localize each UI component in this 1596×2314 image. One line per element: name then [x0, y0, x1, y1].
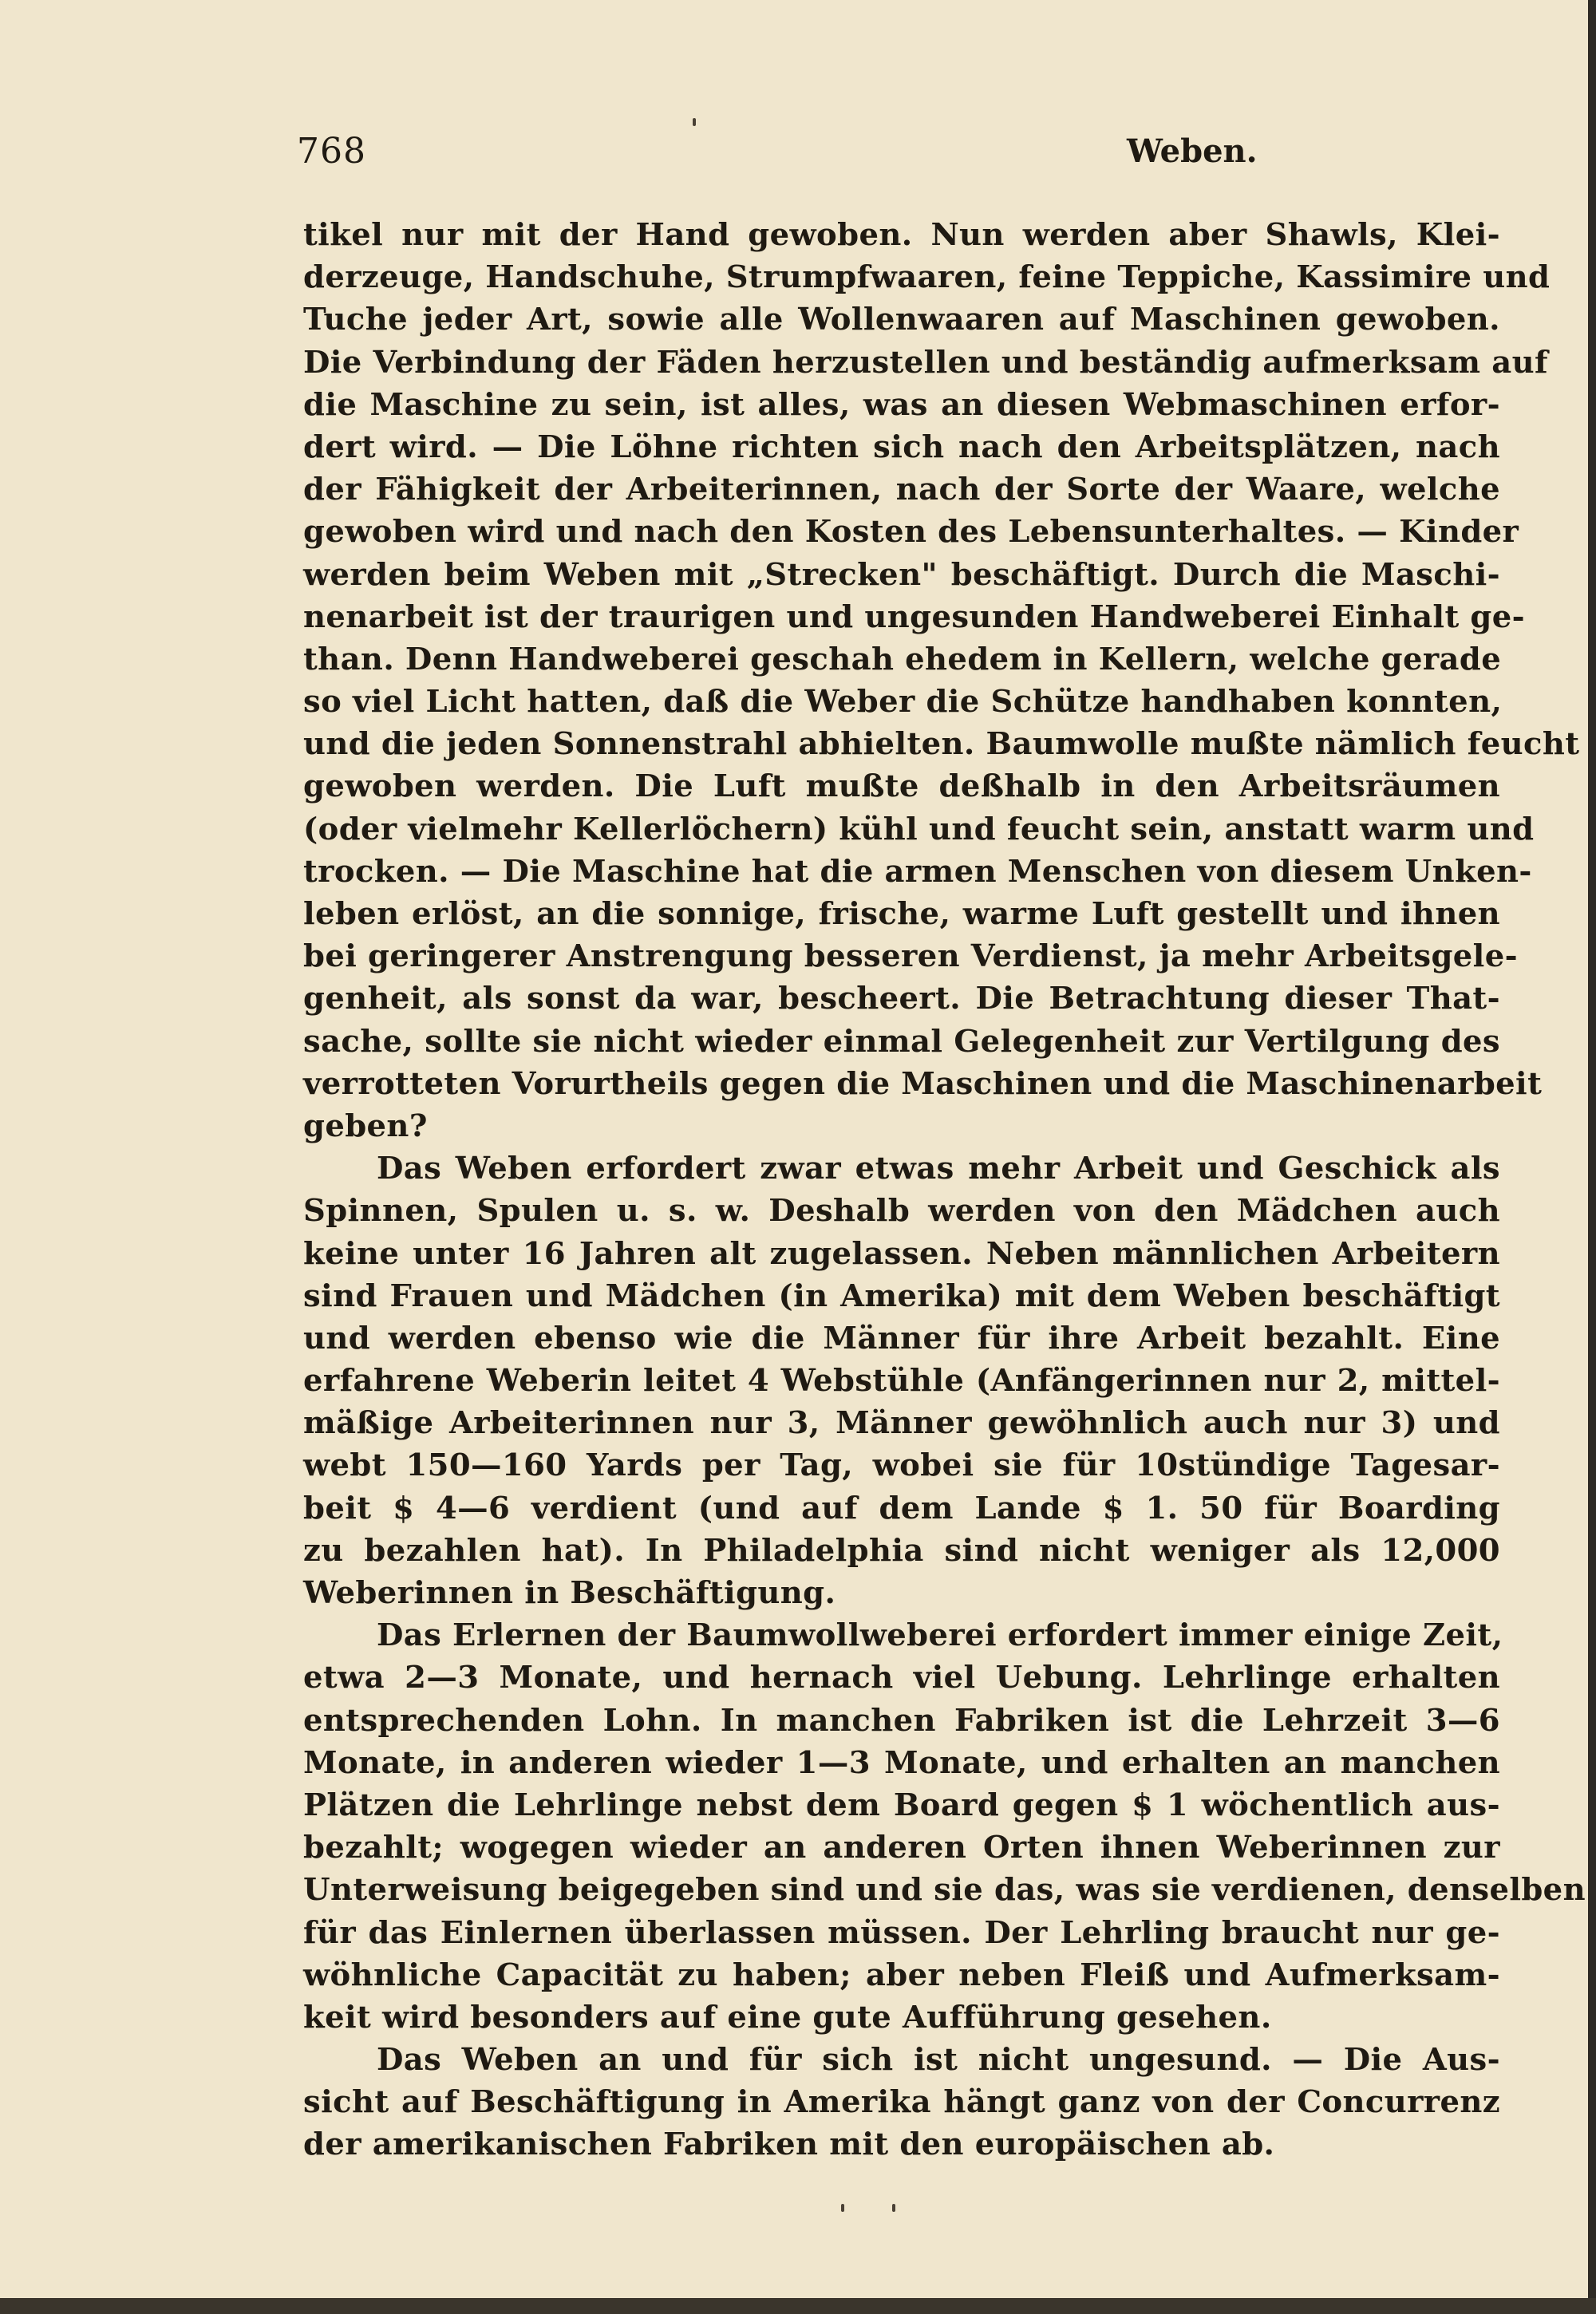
text-line: Spinnen, Spulen u. s. w. Deshalb werden von den Mädchen auch: [303, 1193, 1500, 1230]
paragraph: [303, 2039, 1500, 2166]
page-edge-right: [1588, 0, 1596, 2314]
text-line: Das Weben an und für sich ist nicht ungesund. — Die Aus-: [377, 2042, 1500, 2079]
text-line: bei geringerer Anstrengung besseren Verdienst, ja mehr Arbeitsgele-: [303, 938, 1518, 975]
text-line: etwa 2—3 Monate, und hernach viel Uebung. Lehrlinge erhalten: [303, 1660, 1500, 1696]
text-line: sache, sollte sie nicht wieder einmal Gelegenheit zur Vertilgung des: [303, 1023, 1500, 1060]
page-header: [297, 128, 1510, 176]
text-line: Das Weben erfordert zwar etwas mehr Arbeit und Geschick als: [377, 1151, 1500, 1187]
text-line: verrotteten Vorurtheils gegen die Maschinen und die Maschinenarbeit: [303, 1065, 1543, 1102]
text-line: erfahrene Weberin leitet 4 Webstühle (Anfängerinnen nur 2, mittel-: [303, 1363, 1500, 1400]
text-line: sicht auf Beschäftigung in Amerika hängt ganz von der Concurrenz: [303, 2084, 1500, 2121]
text-line: und werden ebenso wie die Männer für ihre Arbeit bezahlt. Eine: [303, 1320, 1500, 1356]
text-line: werden beim Weben mit „Strecken" beschäftigt. Durch die Maschi-: [303, 556, 1500, 593]
text-line: der Fähigkeit der Arbeiterinnen, nach der Sorte der Waare, welche: [303, 472, 1500, 508]
text-line: webt 150—160 Yards per Tag, wobei sie für 10stündige Tagesar-: [303, 1447, 1500, 1484]
print-speck: [693, 118, 696, 126]
text-line: sind Frauen und Mädchen (in Amerika) mit dem Weben beschäftigt: [303, 1277, 1500, 1314]
text-line: trocken. — Die Maschine hat die armen Menschen von diesem Unken-: [303, 853, 1532, 890]
text-line: entsprechenden Lohn. In manchen Fabriken ist die Lehrzeit 3—6: [303, 1702, 1500, 1739]
text-line: gewoben wird und nach den Kosten des Lebensunterhaltes. — Kinder: [303, 514, 1519, 551]
print-speck: [892, 2204, 895, 2212]
text-line: beit $ 4—6 verdient (und auf dem Lande $ 1. 50 für Boarding: [303, 1490, 1500, 1526]
text-line: Das Erlernen der Baumwollweberei erfordert immer einige Zeit,: [377, 1617, 1503, 1654]
text-line: Weberinnen in Beschäftigung.: [303, 1575, 836, 1611]
text-line: tikel nur mit der Hand gewoben. Nun werden aber Shawls, Klei-: [303, 217, 1500, 253]
text-line: mäßige Arbeiterinnen nur 3, Männer gewöhnlich auch nur 3) und: [303, 1405, 1500, 1442]
text-line: wöhnliche Capacität zu haben; aber neben Fleiß und Aufmerksam-: [303, 1957, 1500, 1993]
text-line: nenarbeit ist der traurigen und ungesunden Handweberei Einhalt ge-: [303, 598, 1526, 635]
paragraph: [303, 1614, 1586, 2039]
text-line: bezahlt; wogegen wieder an anderen Orten ihnen Weberinnen zur: [303, 1830, 1500, 1866]
text-line: Tuche jeder Art, sowie alle Wollenwaaren auf Maschinen gewoben.: [303, 302, 1500, 338]
text-line: gewoben werden. Die Luft mußte deßhalb in den Arbeitsräumen: [303, 768, 1500, 805]
text-line: leben erlöst, an die sonnige, frische, warme Luft gestellt und ihnen: [303, 896, 1500, 932]
text-line: und die jeden Sonnenstrahl abhielten. Baumwolle mußte nämlich feucht: [303, 726, 1580, 763]
text-line: zu bezahlen hat). In Philadelphia sind nicht weniger als 12,000: [303, 1532, 1500, 1569]
text-line: derzeuge, Handschuhe, Strumpfwaaren, feine Teppiche, Kassimire und: [303, 259, 1551, 296]
text-line: Die Verbindung der Fäden herzustellen und beständig aufmerksam auf: [303, 344, 1548, 381]
text-line: geben?: [303, 1108, 428, 1144]
text-line: genheit, als sonst da war, bescheert. Die Betrachtung dieser That-: [303, 981, 1500, 1017]
print-speck: [841, 2204, 844, 2212]
text-line: so viel Licht hatten, daß die Weber die Schütze handhaben konnten,: [303, 684, 1503, 721]
paragraph: [303, 1147, 1500, 1614]
text-line: Plätzen die Lehrlinge nebst dem Board gegen $ 1 wöchentlich aus-: [303, 1787, 1500, 1823]
text-line: Monate, in anderen wieder 1—3 Monate, und erhalten an manchen: [303, 1744, 1500, 1781]
text-line: Unterweisung beigegeben sind und sie das, was sie verdienen, denselben: [303, 1872, 1586, 1909]
text-line: die Maschine zu sein, ist alles, was an diesen Webmaschinen erfor-: [303, 386, 1500, 423]
text-line: der amerikanischen Fabriken mit den europäischen ab.: [303, 2126, 1275, 2163]
text-line: für das Einlernen überlassen müssen. Der Lehrling braucht nur ge-: [303, 1914, 1500, 1951]
page-edge-bottom: [0, 2298, 1596, 2314]
text-line: than. Denn Handweberei geschah ehedem in Kellern, welche gerade: [303, 641, 1502, 677]
paragraph: [303, 214, 1580, 1147]
running-head: Weben.: [1127, 132, 1258, 170]
page-number: 768: [297, 131, 366, 172]
text-line: dert wird. — Die Löhne richten sich nach den Arbeitsplätzen, nach: [303, 428, 1500, 465]
text-line: (oder vielmehr Kellerlöchern) kühl und feucht sein, anstatt warm und: [303, 811, 1535, 847]
text-line: keit wird besonders auf eine gute Aufführung gesehen.: [303, 1999, 1272, 2036]
body-text: [303, 214, 1586, 2166]
text-line: keine unter 16 Jahren alt zugelassen. Neben männlichen Arbeitern: [303, 1235, 1500, 1272]
